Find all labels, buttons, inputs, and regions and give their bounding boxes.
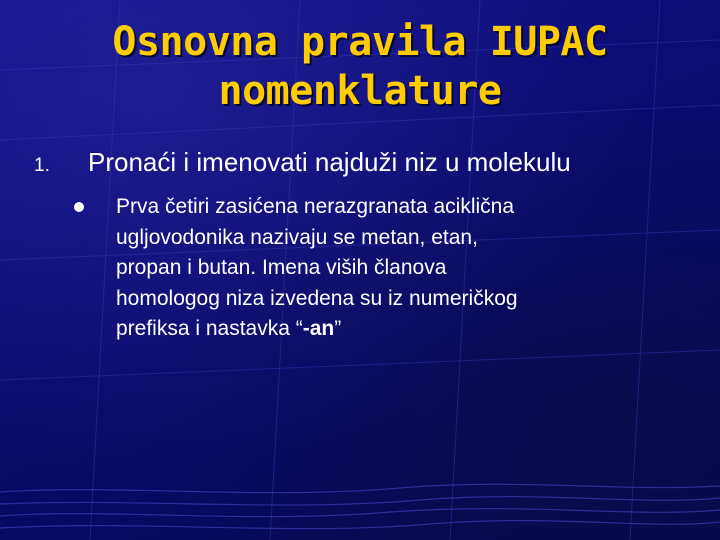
line-5-end: ” <box>334 317 342 340</box>
list-item-text: Pronaći i imenovati najduži niz u molekulu <box>88 147 571 177</box>
disc-bullet-icon <box>74 202 84 212</box>
sub-bullet-line-2: ugljovodonika nazivaju se metan, etan, <box>116 225 478 249</box>
sub-bullet-line-4: homologog niza izvedena su iz numeričkog <box>116 286 518 310</box>
line-5-start: prefiksa i nastavka “ <box>116 317 303 340</box>
list-number: 1. <box>34 155 50 176</box>
slide-title <box>40 18 680 116</box>
slide-title-line-2: nomenklature <box>218 68 502 114</box>
slide-title-line-1: Osnovna pravila IUPAC <box>112 19 608 65</box>
suffix-an: -an <box>302 317 335 340</box>
sub-bullet-line-5 <box>116 314 518 345</box>
sub-bullet-line-3: propan i butan. Imena viših članova <box>116 256 447 279</box>
sub-bullet-text <box>116 192 518 345</box>
sub-bullet-line-1: Prva četiri zasićena nerazgranata aciklična <box>116 195 515 218</box>
